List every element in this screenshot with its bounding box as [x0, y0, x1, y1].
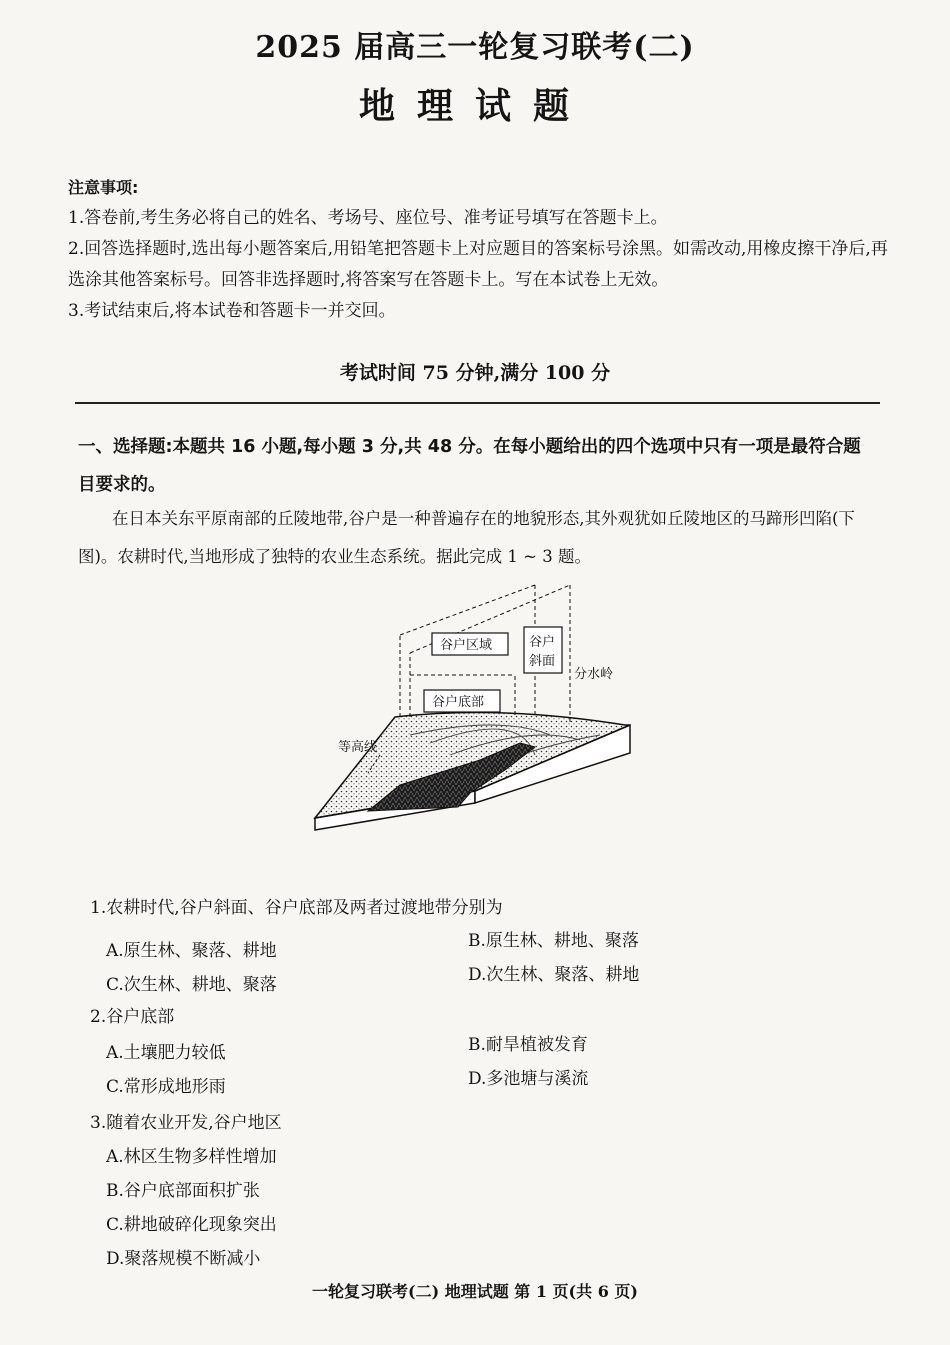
- notice-block: [68, 172, 888, 327]
- q2-option-d: D.多池塘与溪流: [468, 1069, 589, 1089]
- divider: [75, 402, 880, 404]
- question-2-stem: 2.谷户底部: [90, 1007, 175, 1027]
- label-region: 谷户区域: [440, 638, 493, 653]
- yato-landform-diagram: [300, 575, 640, 860]
- label-contour: 等高线: [338, 740, 378, 755]
- q1-option-b: B.原生林、耕地、聚落: [468, 931, 639, 951]
- question-1-stem: 1.农耕时代,谷户斜面、谷户底部及两者过渡地带分别为: [90, 898, 503, 918]
- passage-intro: 在日本关东平原南部的丘陵地带,谷户是一种普遍存在的地貌形态,其外观犹如丘陵地区的马蹄形凹陷(下图)。农耕时代,当地形成了独特的农业生态系统。据此完成 1 ~ 3 题。: [78, 509, 855, 566]
- notice-item: 3.考试结束后,将本试卷和答题卡一并交回。: [68, 301, 396, 321]
- q3-option-b: B.谷户底部面积扩张: [106, 1181, 260, 1201]
- question-3-stem: 3.随着农业开发,谷户地区: [90, 1113, 282, 1133]
- label-slope: 谷户: [529, 635, 556, 650]
- notice-heading: 注意事项:: [68, 178, 139, 197]
- q3-option-c: C.耕地破碎化现象突出: [106, 1215, 277, 1235]
- exam-time: 考试时间 75 分钟,满分 100 分: [339, 362, 611, 384]
- q3-option-a: A.林区生物多样性增加: [106, 1147, 277, 1167]
- q2-option-a: A.土壤肥力较低: [106, 1043, 226, 1063]
- exam-title: 2025 届高三一轮复习联考(二): [255, 30, 695, 65]
- q1-option-a: A.原生林、聚落、耕地: [106, 941, 277, 961]
- label-slope-2: 斜面: [529, 654, 556, 669]
- notice-item: 2.回答选择题时,选出每小题答案后,用铅笔把答题卡上对应题目的答案标号涂黑。如需改动,用橡皮擦干净后,再选涂其他答案标号。回答非选择题时,将答案写在答题卡上。写在本试卷上无效。: [68, 239, 888, 290]
- q3-option-d: D.聚落规模不断减小: [106, 1249, 261, 1269]
- subject-title: 地理试题: [358, 86, 591, 127]
- q1-option-d: D.次生林、聚落、耕地: [468, 965, 640, 985]
- notice-item: 1.答卷前,考生务必将自己的姓名、考场号、座位号、准考证号填写在答题卡上。: [68, 208, 668, 228]
- q1-option-c: C.次生林、耕地、聚落: [106, 975, 277, 995]
- section-heading: 一、选择题:本题共 16 小题,每小题 3 分,共 48 分。在每小题给出的四个选项中只有一项是最符合题目要求的。: [78, 437, 861, 495]
- q2-option-b: B.耐旱植被发育: [468, 1035, 588, 1055]
- label-ridge: 分水岭: [574, 667, 614, 682]
- label-bottom: 谷户底部: [432, 695, 485, 710]
- page-footer: 一轮复习联考(二) 地理试题 第 1 页(共 6 页): [312, 1282, 638, 1301]
- q2-option-c: C.常形成地形雨: [106, 1077, 226, 1097]
